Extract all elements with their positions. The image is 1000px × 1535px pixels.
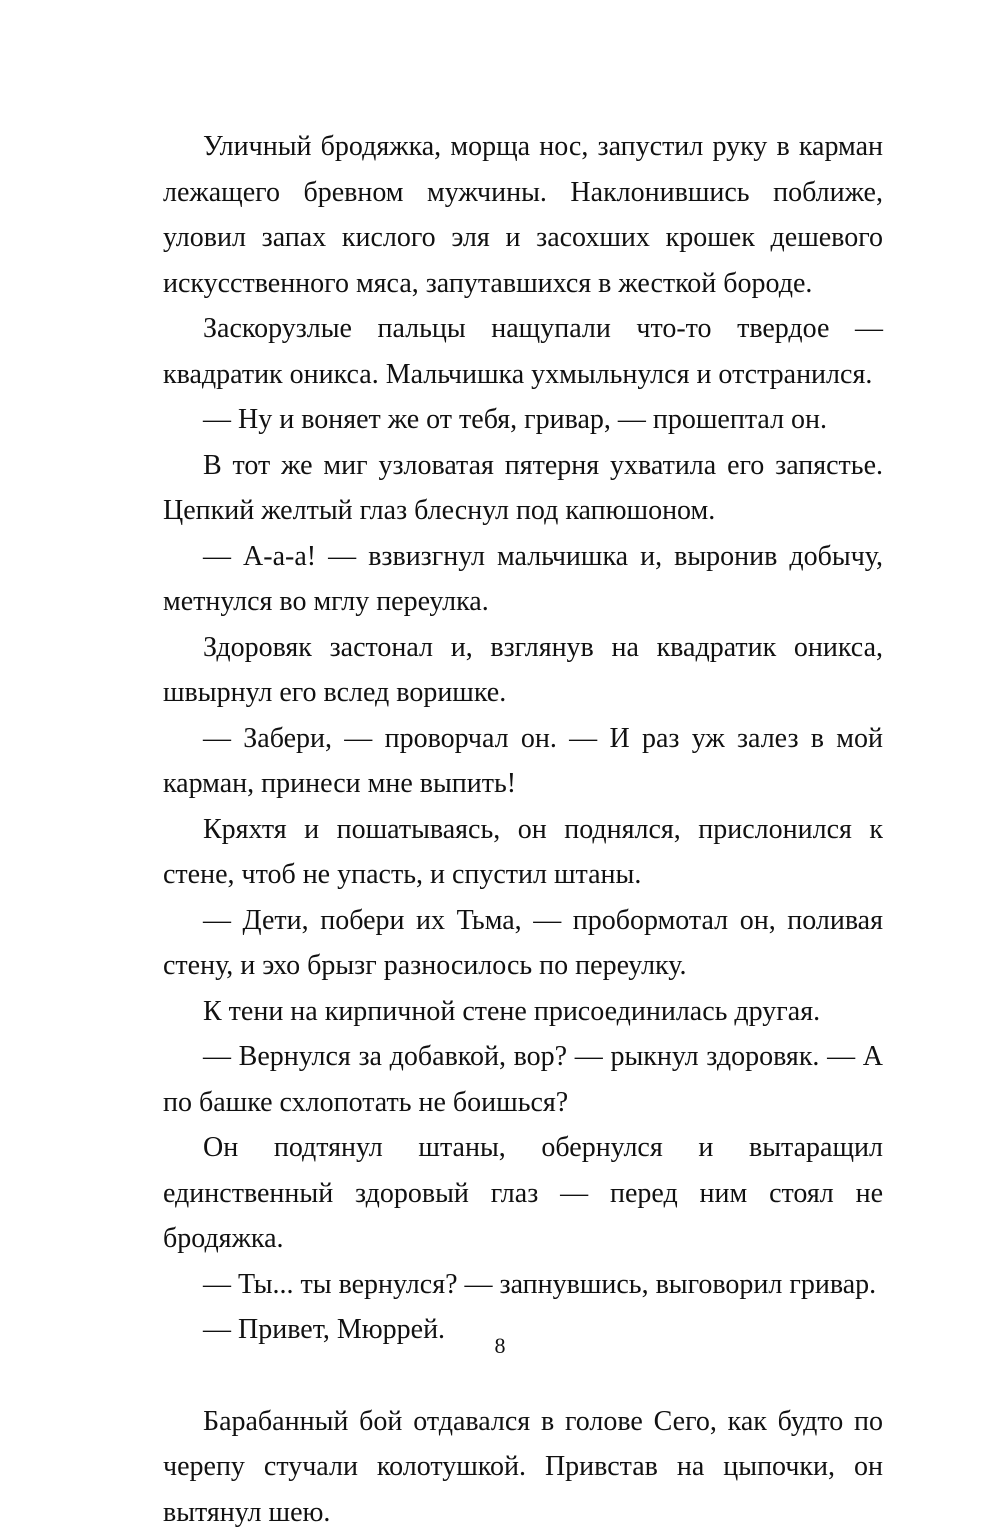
paragraph: — Привет, Мюррей. (163, 1307, 883, 1353)
paragraph: — Вернулся за добавкой, вор? — рыкнул здоровяк. — А по башке схлопотать не боишься? (163, 1034, 883, 1125)
paragraph: — А-а-а! — взвизгнул мальчишка и, выронив добычу, метнулся во мглу переулка. (163, 534, 883, 625)
paragraph: Заскорузлые пальцы нащупали что-то твердое — квадратик оникса. Мальчишка ухмыльнулся и отстранился. (163, 306, 883, 397)
paragraph: К тени на кирпичной стене присоединилась другая. (163, 989, 883, 1035)
paragraph: Здоровяк застонал и, взглянув на квадратик оникса, швырнул его вслед воришке. (163, 625, 883, 716)
paragraph: Кряхтя и пошатываясь, он поднялся, прислонился к стене, чтоб не упасть, и спустил штаны. (163, 807, 883, 898)
paragraph: — Ну и воняет же от тебя, гривар, — прошептал он. (163, 397, 883, 443)
paragraph: В тот же миг узловатая пятерня ухватила его запястье. Цепкий желтый глаз блеснул под капюшоном. (163, 443, 883, 534)
paragraph: — Дети, побери их Тьма, — пробормотал он, поливая стену, и эхо брызг разносилось по переулку. (163, 898, 883, 989)
page-number: 8 (0, 1333, 1000, 1359)
page-body (163, 124, 883, 1535)
paragraph: — Забери, — проворчал он. — И раз уж залез в мой карман, принеси мне выпить! (163, 716, 883, 807)
section-break (163, 1353, 883, 1399)
paragraph: — Ты... ты вернулся? — запнувшись, выговорил гривар. (163, 1262, 883, 1308)
paragraph: Барабанный бой отдавался в голове Сего, как будто по черепу стучали колотушкой. Привстав на цыпочки, он вытянул шею. (163, 1399, 883, 1535)
paragraph: Он подтянул штаны, обернулся и вытаращил единственный здоровый глаз — перед ним стоял не бродяжка. (163, 1125, 883, 1262)
paragraph: Уличный бродяжка, морща нос, запустил руку в карман лежащего бревном мужчины. Наклонившись поближе, уловил запах кислого эля и засохших крошек дешевого искусственного мяса, запутавшихся в жесткой бороде. (163, 124, 883, 306)
